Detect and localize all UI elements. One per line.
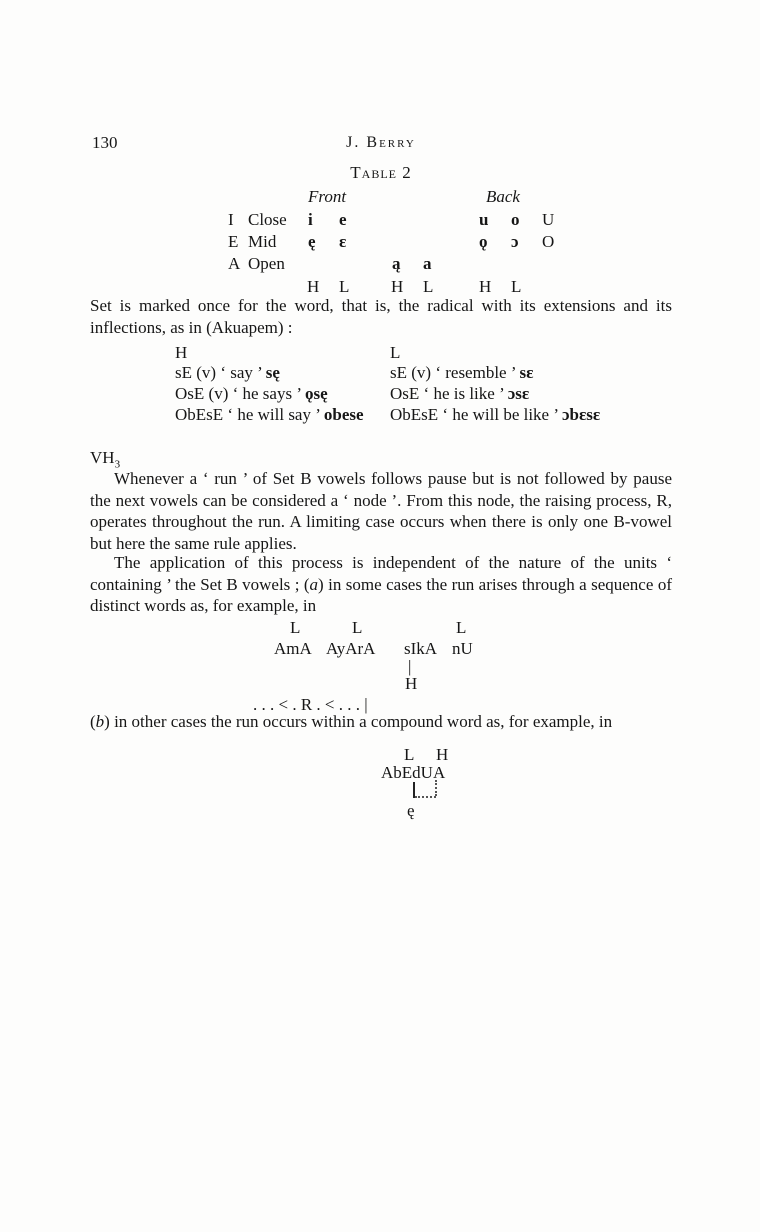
example-l-row <box>390 383 529 405</box>
back-column-label: Back <box>486 187 520 206</box>
vowel-close-back-l: o <box>511 210 520 229</box>
word-abedua: AbEdUA <box>381 763 446 782</box>
vowel-table <box>90 160 672 300</box>
paragraph-other-cases <box>90 711 672 733</box>
paragraph-text: ) in other cases the run occurs within a compound word as, for example, in <box>104 712 613 731</box>
height-label-mid: Mid <box>248 232 277 251</box>
column-h-label: H <box>175 343 188 362</box>
set-letter-mid: E <box>228 232 239 251</box>
vowel-mid-back-l: ɔ <box>511 232 519 251</box>
set-letter-open: A <box>228 254 241 273</box>
raised-vowel-result: ę <box>407 801 415 820</box>
association-line: | <box>408 657 412 676</box>
word-sika: sIkA <box>404 639 438 658</box>
example-gloss: OsE (v) ‘ he says ’ <box>175 384 305 403</box>
example-form: sɛ <box>519 363 534 382</box>
tone-mark-l: L <box>404 745 415 764</box>
tone-mark-l: L <box>290 618 301 637</box>
tone-front-h: H <box>307 277 320 296</box>
example-gloss: ObEsE ‘ he will say ’ <box>175 405 324 424</box>
tone-mark-l: L <box>352 618 363 637</box>
association-line-dotted-vertical <box>435 780 437 796</box>
vowel-open-central-h: ą <box>392 254 401 273</box>
word-ama: AmA <box>274 639 312 658</box>
running-head: J. Berry <box>346 134 416 151</box>
vowel-close-front-h: i <box>308 210 313 229</box>
vowel-close-back-h: u <box>479 210 489 229</box>
paragraph-text: ) in some cases the run arises through a sequence of distinct words as, for example, in <box>90 574 672 615</box>
example-l-row <box>390 404 600 426</box>
vowel-mid-front-l: ɛ <box>339 232 347 251</box>
example-form: ɔbɛsɛ <box>562 405 601 424</box>
paragraph-whenever: Whenever a ‘ run ’ of Set B vowels follows pause but is not followed by pause the next vowels can be considered a ‘ node ’. From this node, the raising process, R, operates throughout the run. A limiting case occurs when there is only one B-vowel but here the same rule applies. <box>90 469 672 553</box>
height-label-close: Close <box>248 210 287 229</box>
example-h-row <box>175 404 364 426</box>
vowel-close-front-l: e <box>339 210 347 229</box>
column-l-label: L <box>390 343 401 362</box>
item-letter-a: a <box>309 574 319 594</box>
archiphoneme-o: O <box>542 232 555 251</box>
heading-subscript: 3 <box>114 458 121 471</box>
paragraph-application <box>90 552 672 617</box>
example-form: sę <box>265 363 280 382</box>
raising-rule-line: . . . < . R . < . . . | <box>253 695 368 714</box>
example-gloss: OsE ‘ he is like ’ <box>390 384 508 403</box>
example-l-row <box>390 362 533 384</box>
example-gloss: sE (v) ‘ say ’ <box>175 363 266 382</box>
tone-mark-h: H <box>436 745 449 764</box>
diagram-word-sequence <box>90 615 672 717</box>
word-nu: nU <box>452 639 473 658</box>
vowel-mid-front-h: ę <box>308 232 316 251</box>
example-gloss: sE (v) ‘ resemble ’ <box>390 363 520 382</box>
tone-front-l: L <box>339 277 350 296</box>
diagram-compound-word <box>90 740 672 832</box>
node-tone-h: H <box>405 674 418 693</box>
example-h-row <box>175 362 280 384</box>
page-number: 130 <box>92 133 118 152</box>
paragraph-text: ( <box>90 712 96 731</box>
tone-back-h: H <box>479 277 492 296</box>
set-letter-close: I <box>228 210 234 229</box>
example-columns <box>90 342 672 432</box>
vowel-open-central-l: a <box>423 254 432 273</box>
tone-mark-l: L <box>456 618 467 637</box>
section-heading-vh3 <box>90 447 672 469</box>
example-form: obese <box>323 405 364 424</box>
paragraph-set-marked: Set is marked once for the word, that is, the radical with its extensions and its inflections, as in (Akuapem) : <box>90 296 672 337</box>
example-form: ǫsę <box>304 384 328 403</box>
height-label-open: Open <box>248 254 285 273</box>
heading-base: VH <box>90 448 115 467</box>
archiphoneme-u: U <box>542 210 555 229</box>
tone-back-l: L <box>511 277 522 296</box>
tone-central-l: L <box>423 277 434 296</box>
example-form: ɔsɛ <box>507 384 530 403</box>
example-gloss: ObEsE ‘ he will be like ’ <box>390 405 563 424</box>
item-letter-b: b <box>95 712 105 731</box>
example-h-row <box>175 383 328 405</box>
table-caption: Table 2 <box>350 163 412 182</box>
word-ayara: AyArA <box>326 639 376 658</box>
association-line-dotted-horizontal <box>415 796 436 798</box>
front-column-label: Front <box>308 187 347 206</box>
tone-central-h: H <box>391 277 404 296</box>
paragraph-text: The application of this process is independent of the nature of the units ‘ containing ’ the Set B vowels ; ( <box>90 553 672 594</box>
vowel-mid-back-h: ǫ <box>479 232 488 251</box>
